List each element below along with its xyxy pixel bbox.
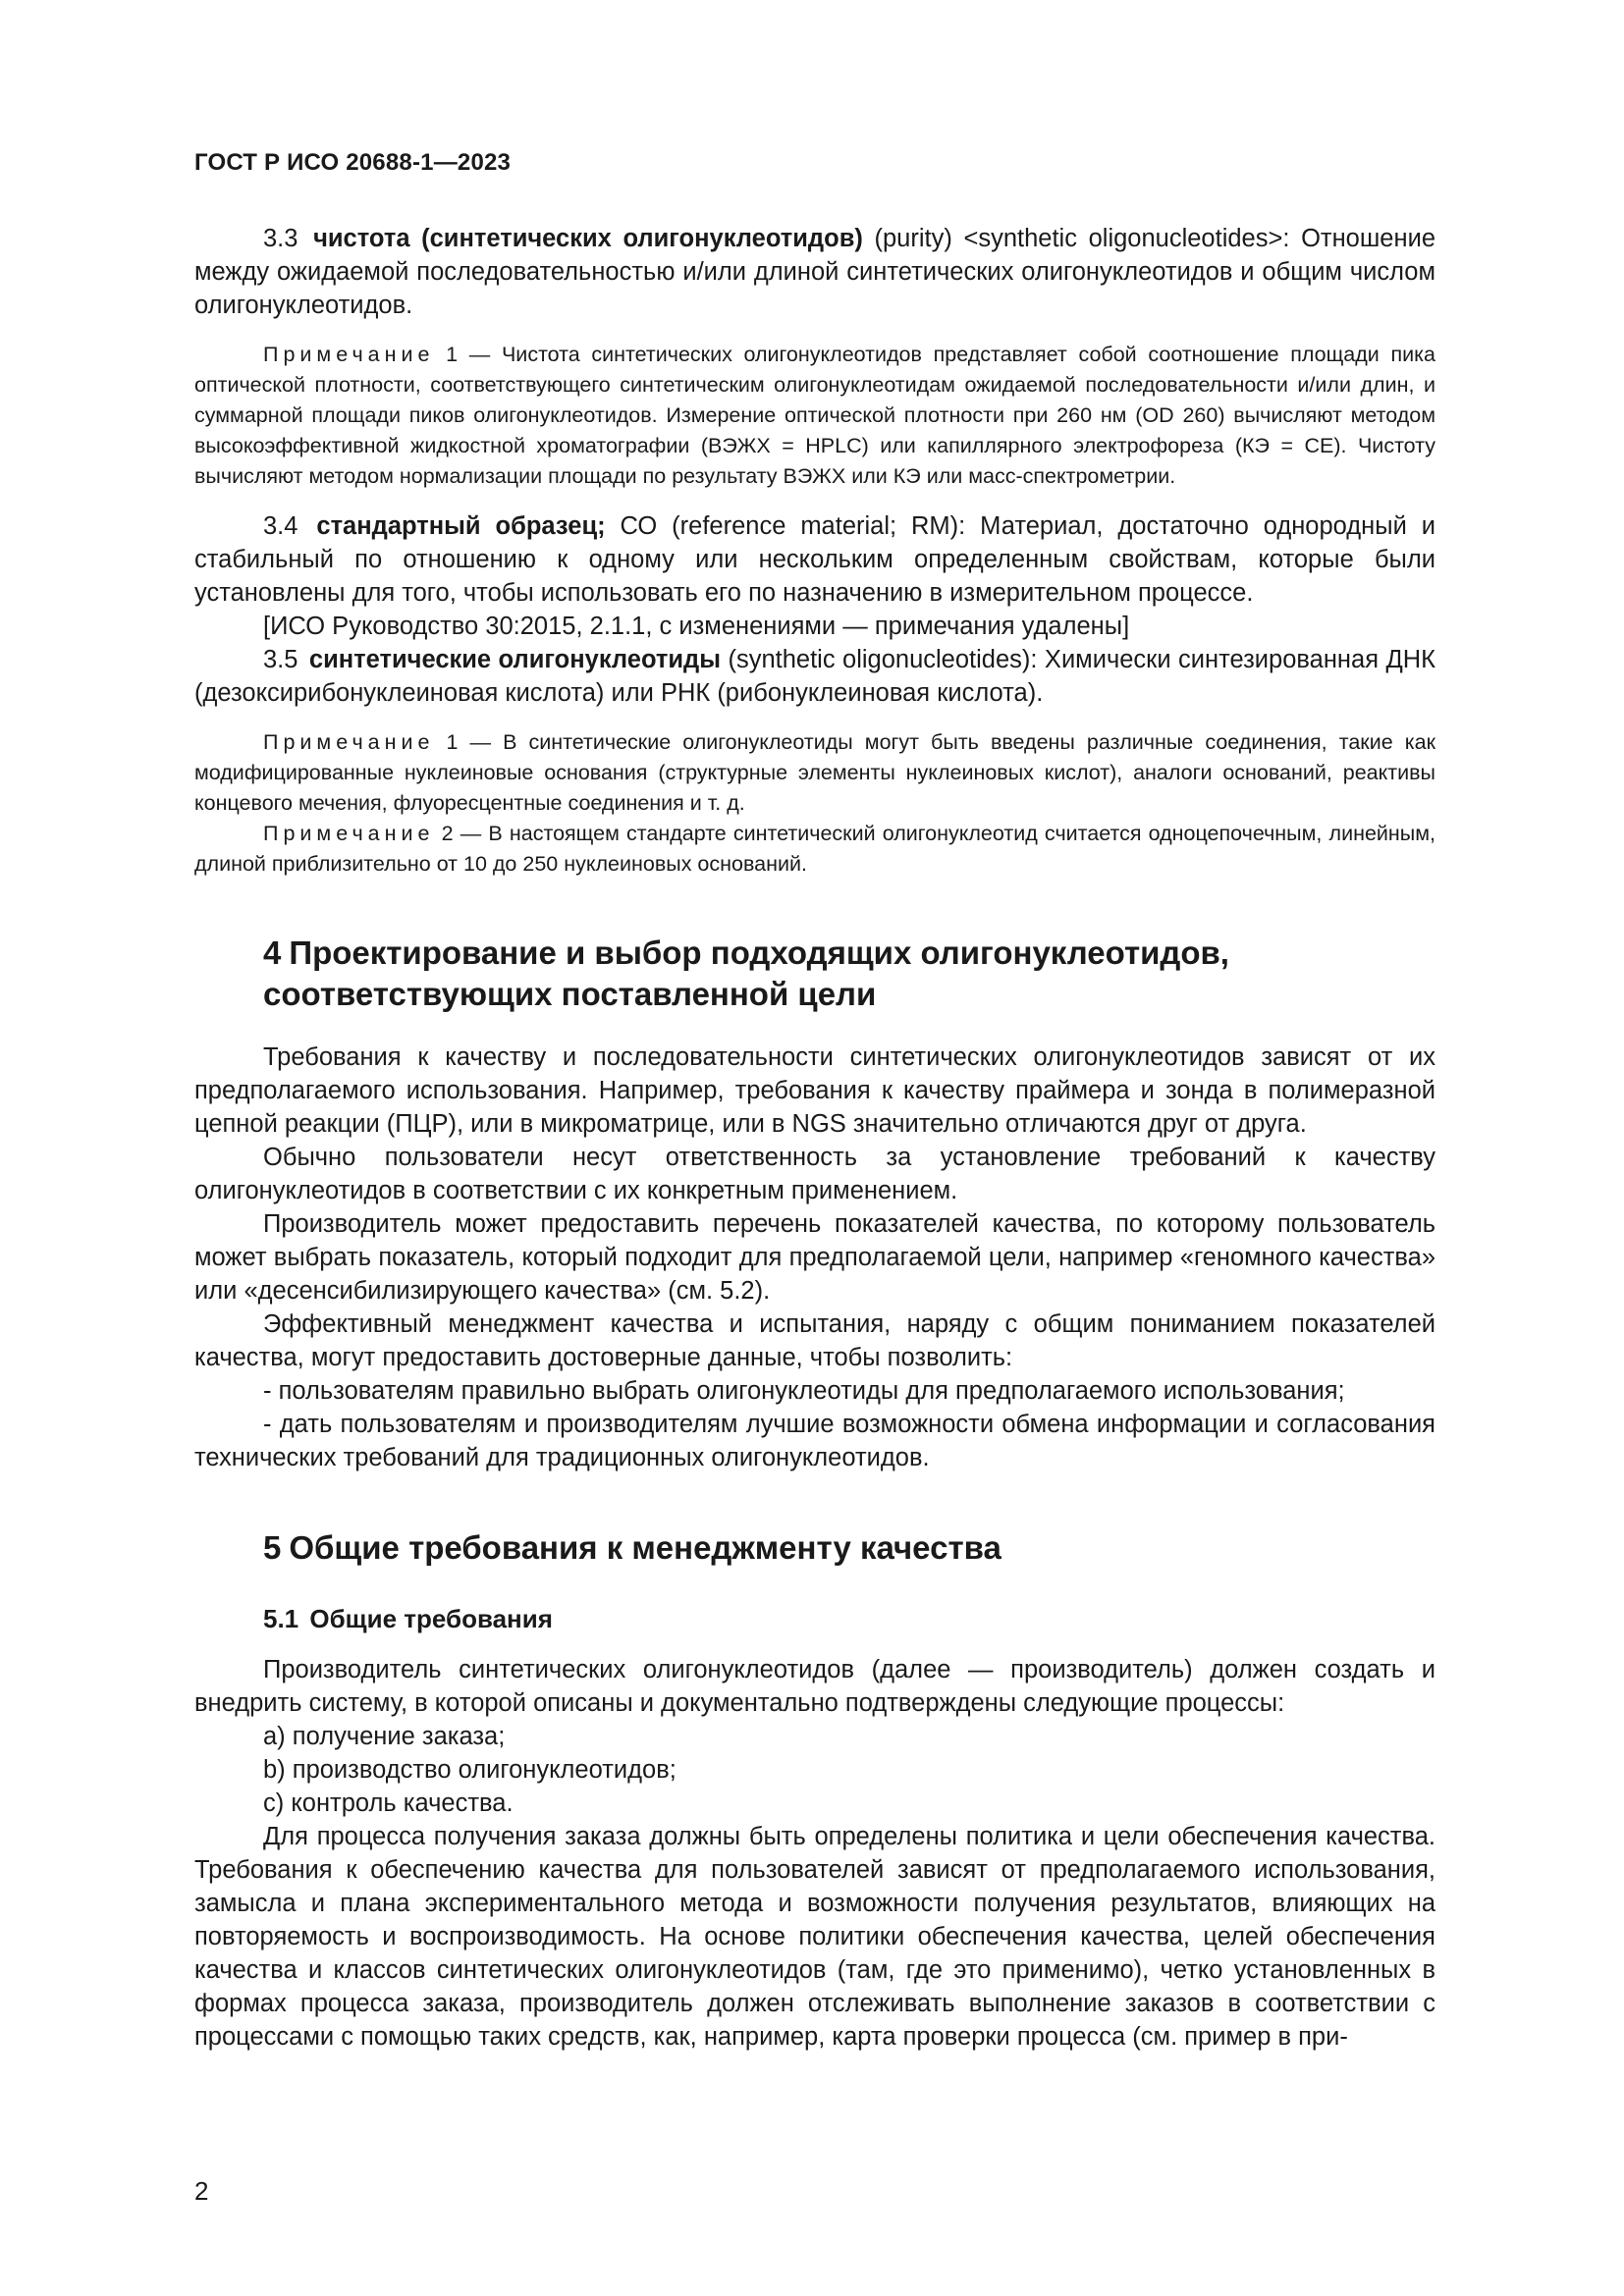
list-item: b) производство олигонуклеотидов; [263,1756,677,1784]
term-definition: (synthetic oligonucleotides): Химически синтезированная ДНК (дезоксирибонуклеиновая кислота) или РНК (рибонуклеиновая кислота). [194,646,1435,707]
term-definition: СО (reference material; RM): Материал, достаточно однородный и стабильный по отношению к одному или нескольким определенным свойствам, которые были установлены для того, чтобы использовать его по назначению в измерительном процессе. [194,512,1435,607]
term-3-4 [194,509,1435,610]
section-5-heading [194,1527,1435,1569]
term-3-3 [194,222,1435,322]
note-3-5-1 [194,727,1435,819]
section-4-paragraph-2: Обычно пользователи несут ответственность за установление требований к качеству олигонуклеотидов в соответствии с их конкретным применением. [194,1144,1435,1204]
page-content [194,222,1435,2054]
term-source: [ИСО Руководство 30:2015, 2.1.1, с изменениями — примечания удалены] [263,613,1130,640]
term-title: стандартный образец; [316,512,606,540]
dash-item-1: - пользователям правильно выбрать олигонуклеотиды для предполагаемого использования; [263,1377,1345,1405]
section-4-paragraph-3: Производитель может предоставить перечень показателей качества, по которому пользователь может выбрать показатель, который подходит для предполагаемой цели, например «геномного качества» или «десенсибилизирующего качества» (см. 5.2). [194,1210,1435,1305]
section-number: 4 [263,934,282,971]
subsection-5-1-heading [194,1602,1435,1635]
section-4-paragraph-4: Эффективный менеджмент качества и испытания, наряду с общим пониманием показателей качества, могут предоставить достоверные данные, чтобы позволить: [194,1310,1435,1371]
term-title: чистота (синтетических олигонуклеотидов) [313,225,863,252]
term-number: 3.3 [263,225,298,252]
section-4-heading [194,933,1435,1015]
section-title: Общие требования к менеджменту качества [289,1529,1001,1566]
note-text: 2 — В настоящем стандарте синтетический олигонуклеотид считается одноцепочечным, линейным, длиной приблизительно от 10 до 250 нуклеиновых оснований. [194,822,1435,876]
standard-header: ГОСТ Р ИСО 20688-1—2023 [194,149,512,176]
subsection-title: Общие требования [309,1604,553,1633]
note-text: 1 — В синтетические олигонуклеотиды могут быть введены различные соединения, такие как модифицированные нуклеиновые основания (структурные элементы нуклеиновых кислот), аналоги оснований, реактивы концевого мечения, флуоресцентные соединения и т. д. [194,730,1435,815]
section-4-paragraph-1: Требования к качеству и последовательности синтетических олигонуклеотидов зависят от их предполагаемого использования. Например, требования к качеству праймера и зонда в полимеразной цепной реакции (ПЦР), или в микроматрице, или в NGS значительно отличаются друг от друга. [194,1043,1435,1138]
page-number: 2 [194,2176,209,2206]
note-3-3 [194,340,1435,492]
term-definition: (purity) <synthetic oligonucleotides>: Отношение между ожидаемой последовательностью и/или длиной синтетических олигонуклеотидов и общим числом олигонуклеотидов. [194,225,1436,319]
note-3-5-2 [194,819,1435,880]
note-text: 1 — Чистота синтетических олигонуклеотидов представляет собой соотношение площади пика оптической плотности, соответствующего синтетическим олигонуклеотидам ожидаемой последовательности и/или длин, и суммарной площади пиков олигонуклеотидов. Измерение оптической плотности при 260 нм (OD 260) вычисляют методом высокоэффективной жидкостной хроматографии (ВЭЖХ = HPLC) или капиллярного электрофореза (КЭ = CE). Чистоту вычисляют методом нормализации площади по результату ВЭЖХ или КЭ или масс-спектрометрии. [194,343,1435,488]
subsection-number: 5.1 [263,1604,299,1633]
term-3-5 [194,643,1435,710]
term-number: 3.5 [263,646,298,673]
section-5-paragraph-1: Производитель синтетических олигонуклеотидов (далее — производитель) должен создать и внедрить систему, в которой описаны и документально подтверждены следующие процессы: [194,1656,1435,1717]
list-item: c) контроль качества. [263,1789,514,1817]
section-title-line1: Проектирование и выбор подходящих олигонуклеотидов, [289,934,1229,971]
term-title: синтетические олигонуклеотиды [308,646,722,673]
note-label: Примечание [263,343,435,366]
section-title-line2: соответствующих поставленной цели [263,976,877,1012]
section-number: 5 [263,1529,282,1566]
section-5-paragraph-2: Для процесса получения заказа должны быть определены политика и цели обеспечения качества. Требования к обеспечению качества для пользователей зависят от предполагаемого использования, замысла и плана экспериментального метода и возможности получения результатов, влияющих на повторяемость и воспроизводимость. На основе политики обеспечения качества, целей обеспечения качества и классов синтетических олигонуклеотидов (там, где это применимо), четко установленных в формах процесса заказа, производитель должен отслеживать выполнение заказов в соответствии с процессами с помощью таких средств, как, например, карта проверки процесса (см. пример в при- [194,1823,1435,2051]
dash-item-2: - дать пользователям и производителям лучшие возможности обмена информации и согласования технических требований для традиционных олигонуклеотидов. [194,1411,1435,1471]
note-label: Примечание [263,822,435,845]
term-number: 3.4 [263,512,298,540]
note-label: Примечание [263,730,435,754]
list-item: а) получение заказа; [263,1723,506,1750]
